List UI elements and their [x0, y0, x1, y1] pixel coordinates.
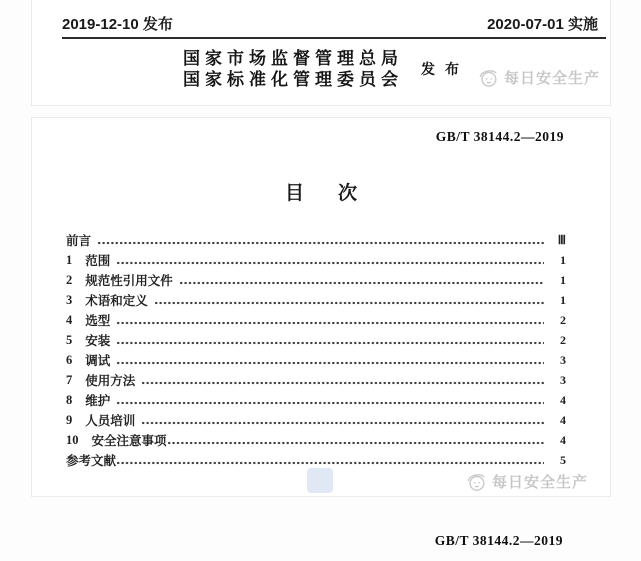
toc-row: [66, 230, 566, 250]
safety-helmet-mascot-icon: [477, 66, 499, 88]
toc-entry-label: 使用方法: [85, 374, 136, 388]
toc-row: [66, 410, 566, 430]
toc-page-number: 4: [560, 392, 566, 407]
publish-label: 发布: [421, 61, 469, 77]
watermark: [465, 470, 588, 492]
toc-row: [66, 290, 566, 310]
toc-entry-label: 参考文献: [66, 454, 117, 468]
toc-row: [66, 390, 566, 410]
toc-section-number: 6: [66, 352, 73, 367]
toc-section-number: 5: [66, 332, 73, 347]
toc-entry-label: 维护: [85, 394, 111, 408]
implementation-date: 2020-07-01 实施: [487, 16, 598, 33]
dot-leader: [180, 281, 544, 285]
faint-blue-watermark: [307, 468, 333, 493]
toc-row: [66, 270, 566, 290]
toc-section-number: 7: [66, 372, 73, 387]
standard-number-next-page: GB/T 38144.2—2019: [434, 533, 563, 548]
dot-leader: [142, 381, 544, 385]
toc-page-number: 1: [560, 252, 566, 267]
dot-leader: [155, 301, 544, 305]
toc-page-number: 1: [560, 292, 566, 307]
toc-page-card: [31, 117, 611, 497]
dot-leader: [98, 241, 544, 245]
toc-page-number: 3: [560, 372, 566, 387]
toc-entry-label: 选型: [85, 314, 111, 328]
toc-row: [66, 370, 566, 390]
cover-footer-card: [31, 0, 611, 106]
table-of-contents: [66, 230, 566, 470]
toc-row: [66, 310, 566, 330]
toc-entry-label: 安装: [85, 334, 111, 348]
dot-leader: [117, 361, 544, 365]
toc-page-number: 2: [560, 332, 566, 347]
toc-row: [66, 350, 566, 370]
safety-helmet-mascot-icon: [465, 470, 487, 492]
horizontal-rule: [62, 37, 606, 39]
toc-title: 目次: [284, 183, 391, 204]
toc-page-number: 5: [560, 452, 566, 467]
toc-page-number: 3: [560, 352, 566, 367]
toc-entry-label: 前言: [66, 234, 92, 248]
toc-page-number: 1: [560, 272, 566, 287]
toc-row: [66, 450, 566, 470]
dot-leader: [117, 401, 544, 405]
watermark-text: 每日安全生产: [492, 473, 589, 491]
dot-leader: [117, 461, 544, 465]
dot-leader: [117, 321, 544, 325]
toc-section-number: 10: [66, 432, 79, 447]
toc-row: [66, 250, 566, 270]
watermark-text: 每日安全生产: [503, 69, 600, 87]
toc-section-number: 9: [66, 412, 73, 427]
dot-leader: [117, 261, 544, 265]
toc-section-number: 4: [66, 312, 73, 327]
issue-date: 2019-12-10 发布: [62, 16, 173, 33]
standard-number: GB/T 38144.2—2019: [435, 129, 564, 144]
toc-entry-label: 安全注意事项: [91, 434, 167, 448]
toc-entry-label: 范围: [85, 254, 111, 268]
toc-section-number: 8: [66, 392, 73, 407]
toc-row: [66, 430, 566, 450]
toc-entry-label: 调试: [85, 354, 111, 368]
dates-row: [62, 13, 598, 34]
dot-leader: [168, 441, 544, 445]
toc-entry-label: 规范性引用文件: [85, 274, 173, 288]
dot-leader: [117, 341, 544, 345]
toc-section-number: 3: [66, 292, 73, 307]
toc-section-number: 2: [66, 272, 73, 287]
toc-entry-label: 术语和定义: [85, 294, 148, 308]
issuer-names: [183, 48, 403, 90]
toc-page-number: Ⅲ: [557, 232, 566, 247]
issuer-line-1: 国家市场监督管理总局: [183, 49, 403, 68]
issuer-line-2: 国家标准化管理委员会: [183, 70, 403, 89]
toc-entry-label: 人员培训: [85, 414, 136, 428]
toc-page-number: 2: [560, 312, 566, 327]
watermark: [477, 66, 600, 88]
dot-leader: [142, 421, 544, 425]
toc-row: [66, 330, 566, 350]
toc-section-number: 1: [66, 252, 73, 267]
toc-page-number: 4: [560, 412, 566, 427]
toc-page-number: 4: [560, 432, 566, 447]
